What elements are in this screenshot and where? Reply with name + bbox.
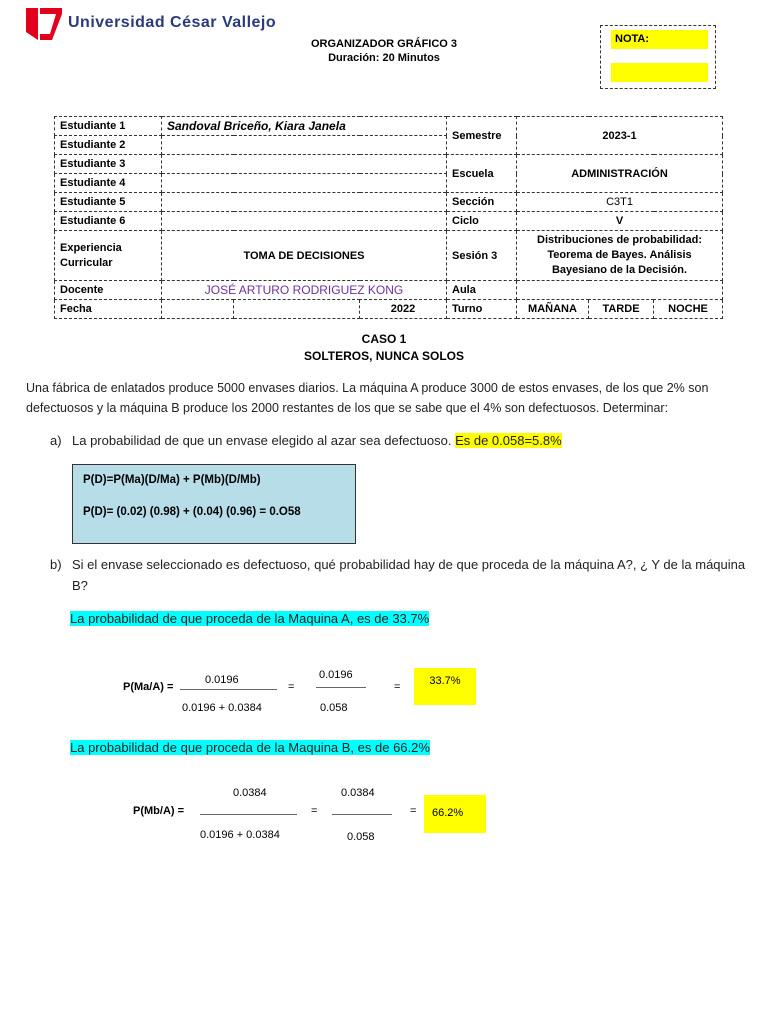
formula-b-den2: 0.058: [347, 831, 375, 843]
experiencia-label: Experiencia Curricular: [55, 231, 162, 281]
question-b-text: Si el envase seleccionado es defectuoso, qué probabilidad hay de que proceda de la máquina A?, ¿ Y de la máquina B?: [72, 557, 746, 593]
formula-b-lhs: P(Mb/A) =: [133, 805, 185, 817]
formula-b-num2: 0.0384: [341, 787, 375, 799]
fecha-day: [162, 300, 234, 319]
calculation-box: [72, 464, 356, 544]
fecha-label: Fecha: [55, 300, 162, 319]
question-a-text: La probabilidad de que un envase elegido al azar sea defectuoso.: [72, 433, 452, 448]
question-a-answer: Es de 0.058=5.8%: [455, 433, 562, 448]
sesion-value: Distribuciones de probabilidad: Teorema de Bayes. Análisis Bayesiano de la Decisión.: [517, 231, 723, 281]
formula-b-num1: 0.0384: [233, 787, 267, 799]
formula-b-eq2: =: [410, 805, 417, 817]
estudiante-2-value: [162, 136, 447, 155]
university-logo-icon: [26, 8, 62, 40]
student-info-table: [54, 116, 723, 319]
formula-a-num2: 0.0196: [319, 669, 353, 681]
formula-a-fraction-bar-1: [180, 689, 277, 690]
calc-formula-line: P(D)=P(Ma)(D/Ma) + P(Mb)(D/Mb): [83, 474, 261, 486]
table-row: [55, 212, 723, 231]
turno-manana: MAÑANA: [517, 300, 589, 319]
docente-label: Docente: [55, 281, 162, 300]
sesion-label: Sesión 3: [447, 231, 517, 281]
formula-b-result: 66.2%: [424, 795, 486, 833]
formula-a-den2: 0.058: [320, 702, 348, 714]
seccion-value: C3T1: [517, 193, 723, 212]
aula-value: [517, 281, 723, 300]
escuela-value: ADMINISTRACIÓN: [517, 155, 723, 193]
experiencia-value: TOMA DE DECISIONES: [162, 231, 447, 281]
estudiante-2-label: Estudiante 2: [55, 136, 162, 155]
estudiante-1-value: Sandoval Briceño, Kiara Janela: [162, 117, 447, 136]
answer-b-text: La probabilidad de que proceda de la Maquina B, es de 66.2%: [70, 740, 430, 755]
duration-text: Duración: 20 Minutos: [328, 52, 440, 64]
formula-b-fraction-bar-1: [200, 814, 297, 815]
formula-a-eq1: =: [288, 681, 295, 693]
formula-b-den1: 0.0196 + 0.0384: [200, 829, 280, 841]
turno-tarde: TARDE: [589, 300, 654, 319]
turno-label: Turno: [447, 300, 517, 319]
estudiante-6-label: Estudiante 6: [55, 212, 162, 231]
escuela-label: Escuela: [447, 155, 517, 193]
university-name: Universidad César Vallejo: [68, 14, 277, 31]
case-subtitle: SOLTEROS, NUNCA SOLOS: [303, 349, 464, 363]
estudiante-6-value: [162, 212, 447, 231]
seccion-label: Sección: [447, 193, 517, 212]
page-title: ORGANIZADOR GRÁFICO 3: [310, 38, 458, 50]
table-row: [55, 231, 723, 281]
formula-a-lhs: P(Ma/A) =: [123, 681, 174, 693]
formula-a-num1: 0.0196: [205, 674, 239, 686]
question-a: [50, 430, 750, 451]
fecha-year: 2022: [360, 300, 447, 319]
estudiante-1-label: Estudiante 1: [55, 117, 162, 136]
formula-a-fraction-bar-2: [316, 687, 366, 688]
turno-noche: NOCHE: [654, 300, 723, 319]
estudiante-5-label: Estudiante 5: [55, 193, 162, 212]
table-row: [55, 155, 723, 174]
table-row: [55, 300, 723, 319]
table-row: [55, 193, 723, 212]
formula-a-den1: 0.0196 + 0.0384: [182, 702, 262, 714]
semestre-value: 2023-1: [517, 117, 723, 155]
question-b-letter: b): [50, 557, 62, 572]
formula-a-result: 33.7%: [414, 668, 476, 705]
aula-label: Aula: [447, 281, 517, 300]
semestre-label: Semestre: [447, 117, 517, 155]
answer-a-text: La probabilidad de que proceda de la Maquina A, es de 33.7%: [70, 611, 430, 626]
table-row: [55, 281, 723, 300]
ciclo-value: V: [517, 212, 723, 231]
case-intro: Una fábrica de enlatados produce 5000 envases diarios. La máquina A produce 3000 de estos envases, de los que 2% son defectuosos y la máquina B produce los 2000 restantes de los que se sabe que el 4% son defectuosos. Determinar:: [26, 381, 709, 415]
nota-label: NOTA:: [611, 30, 708, 49]
table-row: [55, 117, 723, 136]
estudiante-3-value: [162, 155, 447, 174]
nota-value-field[interactable]: [611, 63, 708, 82]
fecha-month: [234, 300, 360, 319]
estudiante-5-value: [162, 193, 447, 212]
estudiante-4-label: Estudiante 4: [55, 174, 162, 193]
question-b: [50, 554, 750, 596]
case-title: CASO 1: [361, 332, 407, 346]
formula-b-fraction-bar-2: [332, 814, 392, 815]
ciclo-label: Ciclo: [447, 212, 517, 231]
estudiante-4-value: [162, 174, 447, 193]
docente-value: JOSÉ ARTURO RODRIGUEZ KONG: [162, 281, 447, 300]
question-a-letter: a): [50, 433, 62, 448]
formula-a-eq2: =: [394, 681, 401, 693]
estudiante-3-label: Estudiante 3: [55, 155, 162, 174]
calc-result-line: P(D)= (0.02) (0.98) + (0.04) (0.96) = 0.O58: [83, 506, 301, 518]
formula-b-eq1: =: [311, 805, 318, 817]
